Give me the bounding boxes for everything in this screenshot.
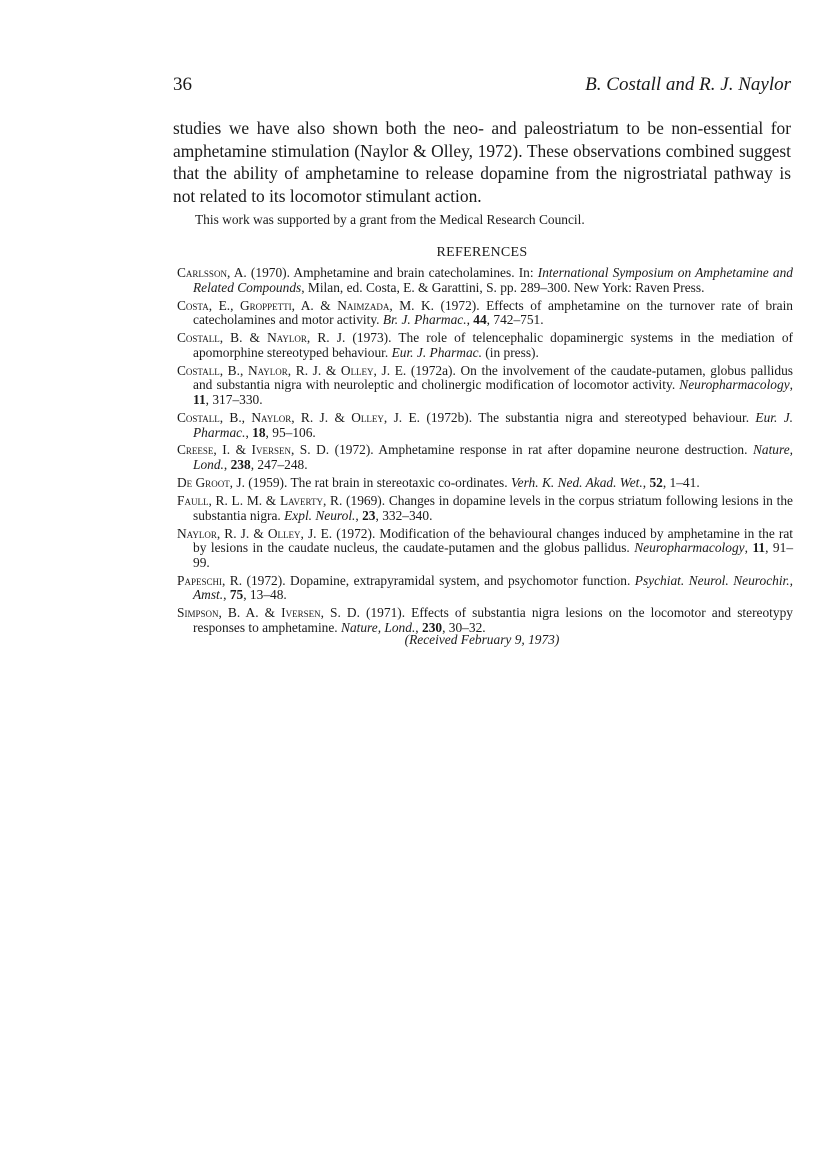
reference-journal: Neuropharmacology bbox=[634, 540, 745, 556]
reference-pages: , 91–99. bbox=[193, 540, 794, 570]
reference-pages: , 332–340. bbox=[375, 507, 433, 523]
reference-title: Changes in dopamine levels in the corpus striatum following lesions in the substantia nigra. bbox=[193, 493, 793, 523]
reference-year: (1972). bbox=[332, 525, 376, 541]
reference-pages: , Milan, ed. Costa, E. & Garattini, S. pp. 289–300. New York: Raven Press. bbox=[301, 279, 705, 295]
reference-pages: , 317–330. bbox=[205, 391, 263, 407]
reference-item: Creese, I. & Iversen, S. D. (1972). Amphetamine response in rat after dopamine neurone destruction. Nature, Lond., 238, 247–248. bbox=[177, 442, 793, 473]
reference-item: Simpson, B. A. & Iversen, S. D. (1971). Effects of substantia nigra lesions on the locomotor and stereotypy responses to amphetamine. Nature, Lond., 230, 30–32. bbox=[177, 605, 793, 635]
reference-authors: Creese, I. & Iversen, S. D. bbox=[177, 442, 330, 458]
reference-title: The rat brain in stereotaxic co-ordinates. bbox=[287, 475, 511, 491]
reference-title: Effects of amphetamine on the turnover rate of brain catecholamines and motor activity. bbox=[193, 297, 793, 328]
reference-authors: Carlsson, A. bbox=[177, 265, 247, 280]
reference-year: (1972b). bbox=[420, 409, 473, 425]
reference-title: Amphetamine response in rat after dopamine neurone destruction. bbox=[373, 442, 753, 458]
reference-volume: 75 bbox=[229, 587, 244, 603]
reference-year: (1970). bbox=[246, 265, 290, 280]
reference-item: Costall, B., Naylor, R. J. & Olley, J. E. (1972b). The substantia nigra and stereotyped behaviour. Eur. J. Pharmac., 18, 95–106. bbox=[177, 409, 793, 440]
reference-item: Naylor, R. J. & Olley, J. E. (1972). Modification of the behavioural changes induced by amphetamine in the rat by lesions in the caudate nucleus, the caudate-putamen and the globus pallidus. Neuropharmacology, 11, 91–99. bbox=[177, 525, 794, 570]
reference-authors: Costall, B. & Naylor, R. J. bbox=[177, 330, 346, 346]
body-paragraph: studies we have also shown both the neo- and paleostriatum to be non-essential for amphetamine stimulation (Naylor & Olley, 1972). These observations combined suggest that the ability of amphetamine to release dopamine from the nigrostriatal pathway is not related to its locomotor stimulant action. bbox=[173, 118, 791, 206]
reference-pages: , 1–41. bbox=[662, 475, 700, 491]
reference-journal: Verh. K. Ned. Akad. Wet. bbox=[510, 475, 643, 491]
reference-volume: 11 bbox=[752, 540, 766, 556]
references-heading: REFERENCES bbox=[436, 245, 528, 260]
reference-item: De Groot, J. (1959). The rat brain in stereotaxic co-ordinates. Verh. K. Ned. Akad. Wet., 52, 1–41. bbox=[177, 475, 700, 491]
reference-title: On the involvement of the caudate-putamen, globus pallidus and substantia nigra with neuroleptic and cholinergic modification of locomotor activity. bbox=[193, 362, 793, 393]
reference-authors: Papeschi, R. bbox=[177, 572, 243, 588]
page-number: 36 bbox=[173, 74, 192, 95]
reference-journal: Nature, Lond. bbox=[341, 619, 416, 635]
reference-year: (1972a). bbox=[406, 362, 456, 378]
reference-title: Amphetamine and brain catecholamines. In: bbox=[289, 265, 538, 280]
reference-authors: Costa, E., Groppetti, A. & Naimzada, M. K. bbox=[177, 297, 435, 313]
reference-volume: 238 bbox=[230, 457, 251, 473]
reference-title: The substantia nigra and stereotyped behaviour. bbox=[472, 409, 756, 425]
reference-authors: Costall, B., Naylor, R. J. & Olley, J. E. bbox=[177, 362, 407, 378]
reference-journal: Neuropharmacology bbox=[679, 377, 790, 393]
reference-volume: 11 bbox=[193, 391, 206, 407]
reference-volume: 44 bbox=[473, 312, 487, 328]
reference-year: (1969). bbox=[342, 493, 386, 509]
received-date: (Received February 9, 1973) bbox=[404, 632, 560, 647]
reference-volume: 23 bbox=[362, 507, 376, 523]
reference-title: Effects of substantia nigra lesions on the locomotor and stereotypy responses to amphetamine. bbox=[193, 605, 793, 635]
reference-title: Modification of the behavioural changes induced by amphetamine in the rat by lesions in the caudate nucleus, the caudate-putamen and the globus pallidus. bbox=[193, 525, 793, 556]
reference-pages: , 30–32. bbox=[442, 619, 486, 635]
reference-year: (1971). bbox=[359, 605, 406, 621]
reference-journal: Nature, Lond. bbox=[193, 442, 793, 473]
reference-pages: , 95–106. bbox=[265, 424, 316, 440]
reference-journal: International Symposium on Amphetamine and Related Compounds bbox=[193, 265, 793, 295]
reference-pages: , 13–48. bbox=[243, 587, 287, 603]
acknowledgement: This work was supported by a grant from the Medical Research Council. bbox=[195, 212, 585, 227]
reference-journal: Expl. Neurol. bbox=[284, 507, 356, 523]
reference-title: Dopamine, extrapyramidal system, and psychomotor function. bbox=[285, 572, 635, 588]
reference-authors: De Groot, J. bbox=[177, 475, 245, 491]
reference-volume: 230 bbox=[422, 619, 443, 635]
reference-volume: 52 bbox=[649, 475, 663, 491]
reference-authors: Naylor, R. J. & Olley, J. E. bbox=[177, 525, 333, 541]
reference-year: (1972). bbox=[434, 297, 480, 313]
reference-item: Costa, E., Groppetti, A. & Naimzada, M. K. (1972). Effects of amphetamine on the turnover rate of brain catecholamines and motor activity. Br. J. Pharmac., 44, 742–751. bbox=[177, 297, 793, 328]
reference-journal: Psychiat. Neurol. Neurochir., Amst. bbox=[193, 572, 793, 603]
reference-pages: (in press). bbox=[481, 344, 539, 360]
reference-year: (1973). bbox=[345, 330, 392, 346]
reference-item: Papeschi, R. (1972). Dopamine, extrapyramidal system, and psychomotor function. Psychiat. Neurol. Neurochir., Amst., 75, 13–48. bbox=[177, 572, 793, 603]
reference-year: (1972). bbox=[242, 572, 286, 588]
reference-pages: , 742–751. bbox=[486, 312, 544, 328]
reference-authors: Costall, B., Naylor, R. J. & Olley, J. E. bbox=[177, 409, 421, 425]
reference-item: Faull, R. L. M. & Laverty, R. (1969). Changes in dopamine levels in the corpus striatum following lesions in the substantia nigra. Expl. Neurol., 23, 332–340. bbox=[177, 493, 793, 523]
reference-authors: Simpson, B. A. & Iversen, S. D. bbox=[177, 605, 360, 621]
reference-volume: 18 bbox=[252, 424, 266, 440]
reference-title: The role of telencephalic dopaminergic systems in the mediation of apomorphine stereotyped behaviour. bbox=[193, 330, 793, 360]
reference-year: (1959). bbox=[244, 475, 288, 491]
running-head-authors: B. Costall and R. J. Naylor bbox=[585, 74, 791, 95]
running-header bbox=[173, 74, 791, 100]
reference-year: (1972). bbox=[329, 442, 374, 458]
reference-journal: Br. J. Pharmac. bbox=[382, 312, 467, 328]
reference-authors: Faull, R. L. M. & Laverty, R. bbox=[177, 493, 343, 509]
reference-item: Costall, B., Naylor, R. J. & Olley, J. E. (1972a). On the involvement of the caudate-putamen, globus pallidus and substantia nigra with neuroleptic and cholinergic modification of locomotor activity. Neuropharmacology, 11, 317–330. bbox=[177, 362, 793, 407]
reference-journal: Eur. J. Pharmac. bbox=[193, 409, 793, 440]
reference-pages: , 247–248. bbox=[250, 457, 308, 473]
reference-item bbox=[177, 331, 793, 360]
reference-list bbox=[177, 266, 793, 639]
reference-journal: Eur. J. Pharmac. bbox=[391, 344, 482, 360]
reference-item bbox=[177, 266, 793, 295]
